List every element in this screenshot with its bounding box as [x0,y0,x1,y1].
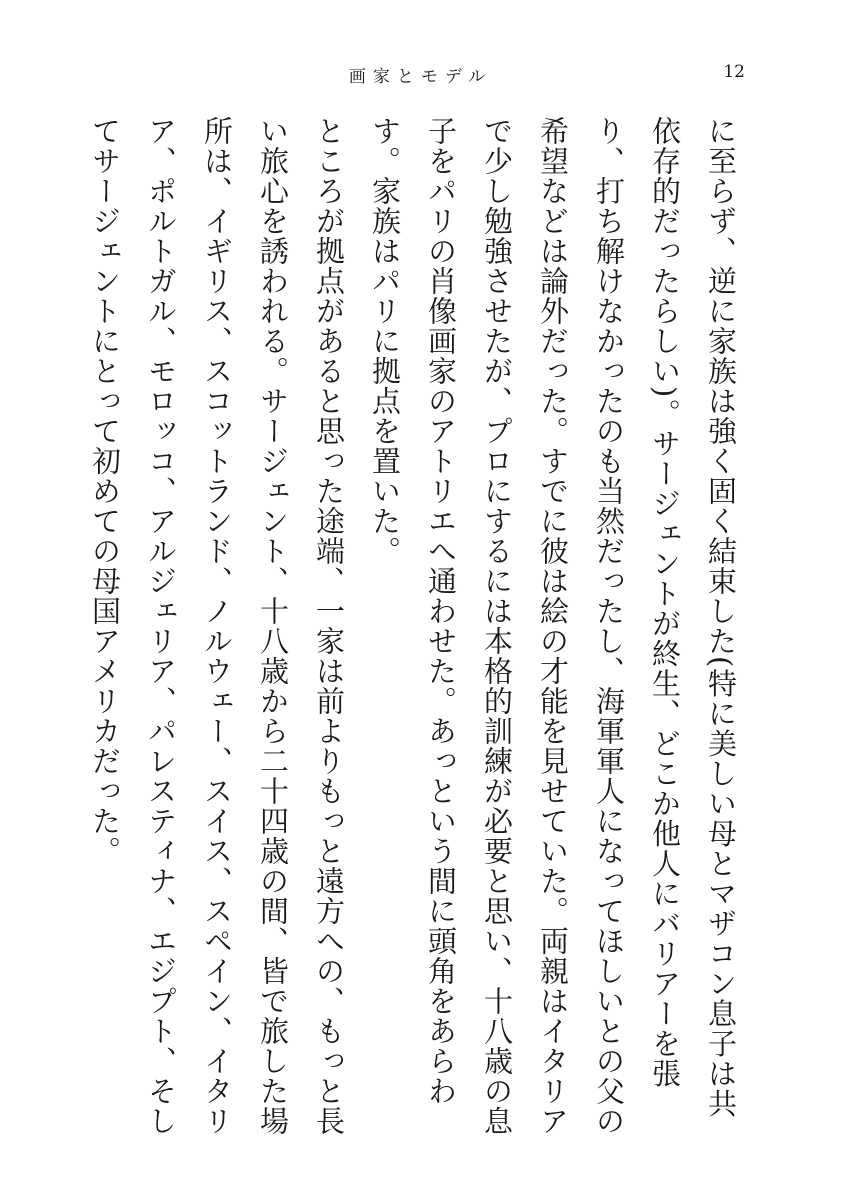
running-head: 画家とモデル [348,67,493,87]
paragraph: に至らず、逆に家族は強く固く結束した(特に美しい母とマザコン息子は共依存的だったらしい)。サージェントが終生、どこか他人にバリアーを張り、打ち解けなかったのも当然だったし、海軍軍人になってほしいとの父の希望などは論外だった。すでに彼は絵の才能を見せていた。両親はイタリアで少し勉強させたが、プロにするには本格的訓練が必要と思い、十八歳の息子をパリの肖像画家のアトリエへ通わせた。あっという間に頭角をあらわす。家族はパリに拠点を置いた。 [368,116,738,1136]
paragraph: ところが拠点があると思った途端、一家は前よりもっと遠方への、もっと長い旅心を誘われる。サージェント、十八歳から二十四歳の間、皆で旅した場所は、イギリス、スコットランド、ノルウェー、スイス、スペイン、イタリア、ポルトガル、モロッコ、アルジェリア、パレスティナ、エジプト、そしてサージェントにとって初めての母国アメリカだった。 [88,116,346,1136]
page-number: 12 [723,62,745,82]
body-text [88,116,749,1136]
